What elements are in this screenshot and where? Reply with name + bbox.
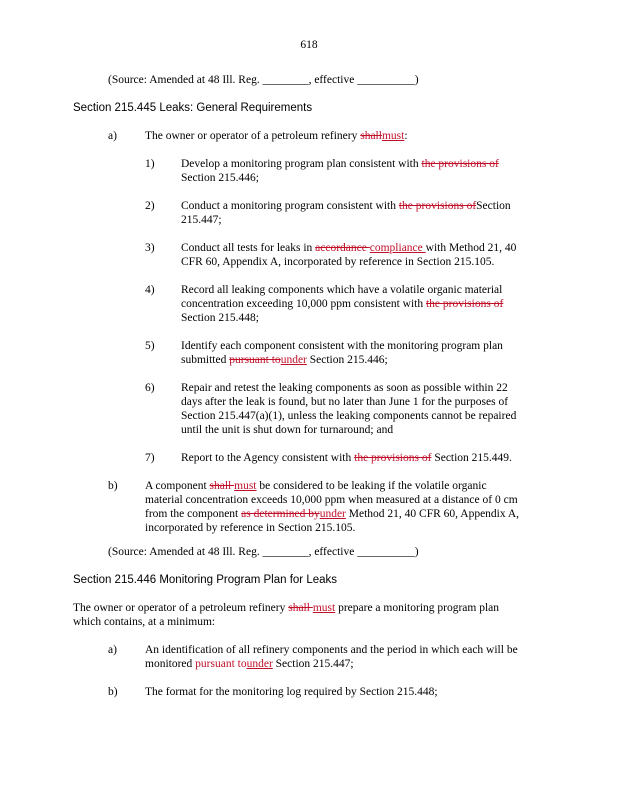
subsection-b-line: material concentration exceeds 10,000 ppm when measured at a distance of 0 cm xyxy=(145,494,518,506)
item-3-line: Conduct all tests for leaks in accordance compliance with Method 21, 40 xyxy=(181,242,517,254)
section-446-intro-line: The owner or operator of a petroleum refinery shall must prepare a monitoring program plan xyxy=(73,602,500,614)
item-6-line: Repair and retest the leaking components as soon as possible within 22 xyxy=(181,382,508,394)
subsection-label: a) xyxy=(108,130,117,142)
item-2-line: 215.447; xyxy=(181,214,222,226)
section-heading-215-445: Section 215.445 Leaks: General Requirements xyxy=(73,102,313,114)
item-6-line: days after the leak is found, but no later than June 1 for the purposes of xyxy=(181,396,509,408)
item-5-line: Identify each component consistent with the monitoring program plan xyxy=(181,340,503,352)
source-note: (Source: Amended at 48 Ill. Reg. ________, effective __________) xyxy=(108,546,419,558)
item-7-line: Report to the Agency consistent with the provisions of Section 215.449. xyxy=(181,452,512,464)
item-6-line: Section 215.447(a)(1), unless the leaking components cannot be repaired xyxy=(181,410,517,422)
section-446-b-line: The format for the monitoring log required by Section 215.448; xyxy=(145,686,438,698)
subsection-b-line: from the component as determined byunder Method 21, 40 CFR 60, Appendix A, xyxy=(145,508,520,520)
item-1-line: Develop a monitoring program plan consistent with the provisions of xyxy=(181,158,499,170)
section-heading-215-446: Section 215.446 Monitoring Program Plan for Leaks xyxy=(73,574,338,586)
subsection-a-text: The owner or operator of a petroleum refinery shallmust: xyxy=(145,130,408,142)
item-number: 3) xyxy=(145,242,155,254)
item-4-line: Section 215.448; xyxy=(181,312,259,324)
item-number: 6) xyxy=(145,382,155,394)
subsection-b-line: A component shall must be considered to be leaking if the volatile organic xyxy=(145,480,487,492)
item-number: 7) xyxy=(145,452,155,464)
section-446-intro-line: which contains, at a minimum: xyxy=(73,616,216,628)
item-number: 5) xyxy=(145,340,155,352)
item-number: 1) xyxy=(145,158,155,170)
subsection-label: a) xyxy=(108,644,117,656)
item-4-line: concentration exceeding 10,000 ppm consistent with the provisions of xyxy=(181,298,504,310)
item-2-line: Conduct a monitoring program consistent with the provisions ofSection xyxy=(181,200,511,212)
item-1-line: Section 215.446; xyxy=(181,172,259,184)
item-3-line: CFR 60, Appendix A, incorporated by reference in Section 215.105. xyxy=(181,256,495,268)
subsection-label: b) xyxy=(108,480,118,492)
item-4-line: Record all leaking components which have a volatile organic material xyxy=(181,284,503,296)
section-446-a-line: monitored pursuant tounder Section 215.447; xyxy=(145,658,354,670)
source-note: (Source: Amended at 48 Ill. Reg. ________, effective __________) xyxy=(108,74,419,86)
section-446-a-line: An identification of all refinery components and the period in which each will be xyxy=(145,644,518,656)
subsection-b-line: incorporated by reference in Section 215.105. xyxy=(145,522,356,534)
subsection-label: b) xyxy=(108,686,118,698)
page-number: 618 xyxy=(300,39,318,51)
item-6-line: until the unit is shut down for turnaround; and xyxy=(181,424,394,436)
item-number: 2) xyxy=(145,200,155,212)
item-5-line: submitted pursuant tounder Section 215.446; xyxy=(181,354,388,366)
item-number: 4) xyxy=(145,284,155,296)
